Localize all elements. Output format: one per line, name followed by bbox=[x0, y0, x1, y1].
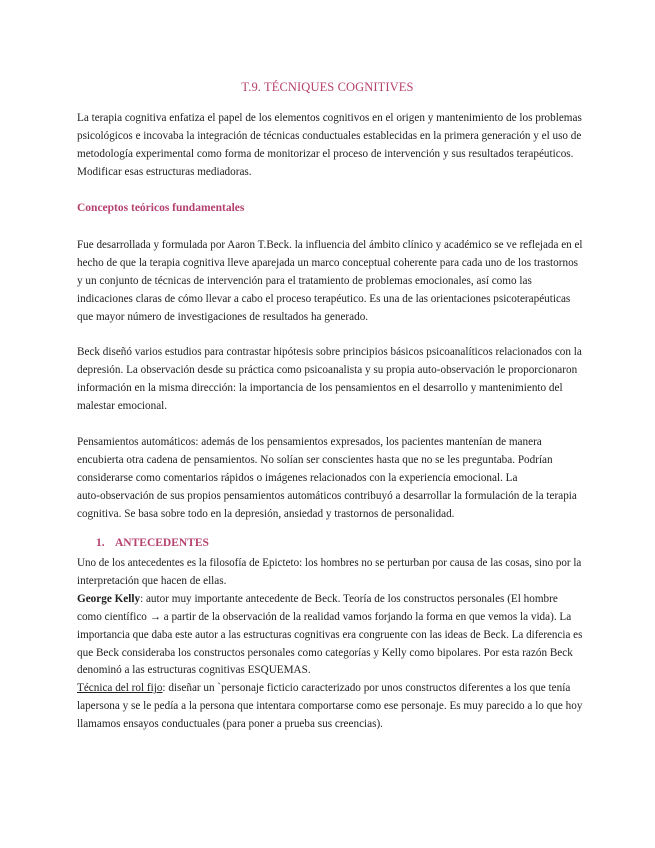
tecnica-line bbox=[77, 680, 582, 698]
text-line: psicológicos e incovaba la integración de técnicas conductuales establecidas en la primera generación y el uso de bbox=[77, 129, 582, 142]
text-line: información en la misma dirección: la importancia de los pensamientos en el desarrollo y mantenimiento del bbox=[77, 381, 563, 394]
text-line: que Beck consideraba los constructos personales como categorías y Kelly como bipolares. Por esta razón Beck bbox=[77, 646, 573, 659]
kelly-line bbox=[77, 591, 582, 609]
text-line: lapersona y se le pedía a la persona que intentara comportarse como ese personaje. Es muy parecido a lo que hoy bbox=[77, 700, 583, 713]
text-line: depresión. La observación desde su práctica como psicoanalista y su propia auto-observación le proporcionaron bbox=[77, 363, 578, 376]
kelly-text: : autor muy importante antecedente de Beck. Teoría de los constructos personales (El hombre bbox=[140, 592, 558, 605]
section-title: ANTECEDENTES bbox=[115, 537, 209, 549]
text-line: indicaciones claras de cómo llevar a cabo el proceso terapéutico. Es una de las orientaciones psicoterapéuticas bbox=[77, 292, 571, 305]
section-heading-antecedentes bbox=[96, 537, 209, 549]
section-number: 1. bbox=[96, 537, 105, 549]
text-line: auto-observación de sus propios pensamientos automáticos contribuyó a desarrollar la formulación de la terapia bbox=[77, 489, 577, 502]
text-line: metodología experimental como forma de monitorizar el proceso de intervención y sus resultados terapéuticos. bbox=[77, 147, 574, 160]
paragraph-pensamientos-automaticos bbox=[77, 434, 582, 524]
paragraph-beck-studies bbox=[77, 344, 582, 416]
document-title: T.9. TÉCNIQUES COGNITIVES bbox=[241, 80, 414, 94]
text-line: que mayor número de investigaciones de resultados ha generado. bbox=[77, 310, 369, 323]
text-line: Pensamientos automáticos: además de los pensamientos expresados, los pacientes mantenían de manera bbox=[77, 436, 542, 448]
tecnica-text: : diseñar un `personaje ficticio caracterizado por unos constructos diferentes a los que tenía bbox=[162, 682, 571, 695]
intro-paragraph bbox=[77, 110, 582, 182]
text-line: denominó a las estructuras cognitivas ESQUEMAS. bbox=[77, 664, 311, 677]
tecnica-label: Técnica del rol fijo bbox=[77, 682, 163, 695]
text-line: Modificar esas estructuras mediadoras. bbox=[77, 165, 252, 178]
section-heading-conceptos: Conceptos teóricos fundamentales bbox=[77, 202, 245, 214]
text-line: interpretación que hacen de ellas. bbox=[77, 574, 227, 587]
text-line: importancia que daba este autor a las estructuras cognitivas era congruente con las ideas de Beck. La diferencia es bbox=[77, 628, 583, 641]
text-line: encubierta otra cadena de pensamientos. No solían ser conscientes hasta que no se les preguntaba. Podrían bbox=[77, 453, 553, 466]
text-line: Beck diseñó varios estudios para contrastar hipótesis sobre principios básicos psicoanalíticos relacionados con la bbox=[77, 346, 582, 358]
text-line: llamamos ensayos conductuales (para poner a prueba sus creencias). bbox=[77, 718, 383, 731]
text-line: cognitiva. Se basa sobre todo en la depresión, ansiedad y trastornos de personalidad. bbox=[77, 507, 455, 520]
antecedentes-body bbox=[77, 555, 582, 734]
kelly-name: George Kelly bbox=[77, 592, 141, 605]
text-line: considerarse como comentarios rápidos o imágenes relacionados con la experiencia emocional. La bbox=[77, 471, 518, 484]
text-line: malestar emocional. bbox=[77, 399, 168, 412]
text-line: hecho de que la terapia cognitiva lleve aparejada un marco conceptual coherente para cada uno de los trastornos bbox=[77, 256, 579, 269]
text-line: Uno de los antecedentes es la filosofía de Epicteto: los hombres no se perturban por causa de las cosas, sino por la bbox=[77, 557, 582, 569]
text-line: como científico → a partir de la observación de la realidad vamos forjando la forma en que vemos la vida). La bbox=[77, 610, 572, 623]
text-line: Fue desarrollada y formulada por Aaron T.Beck. la influencia del ámbito clínico y académico se ve reflejada en el bbox=[77, 239, 583, 251]
text-line: La terapia cognitiva enfatiza el papel de los elementos cognitivos en el origen y mantenimiento de los problemas bbox=[77, 112, 582, 124]
paragraph-beck-formulation bbox=[77, 237, 582, 327]
text-line: y un conjunto de técnicas de intervención para el tratamiento de problemas emocionales, así como las bbox=[77, 274, 532, 287]
